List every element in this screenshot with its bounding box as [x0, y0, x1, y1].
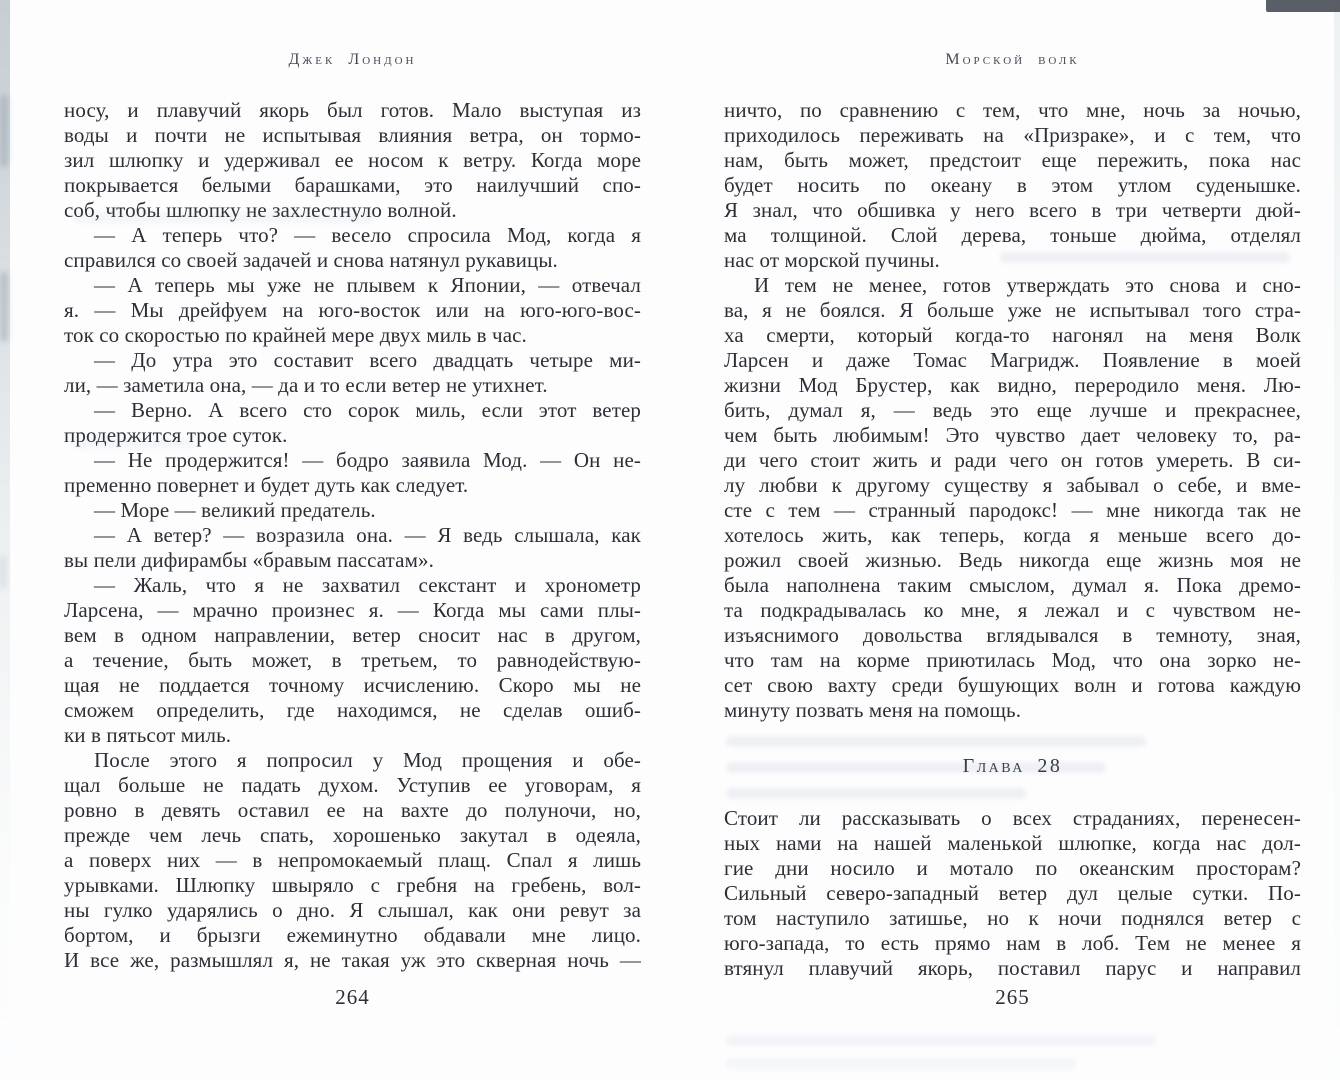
text-line: втянул плавучий якорь, поставил парус и направил [724, 956, 1301, 980]
text-line: пременно повернет и будет дуть как следует. [64, 473, 469, 497]
text-line: продержится трое суток. [64, 423, 288, 447]
text-line: воды и почти не испытывая влияния ветра, он тормо- [64, 123, 641, 147]
text-line: нам, быть может, предстоит еще пережить, пока нас [724, 148, 1301, 172]
bleed-through-mark [74, 438, 194, 449]
text-line: та подкрадывалась ко мне, я лежал и с чувством не- [724, 598, 1301, 622]
text-line: прежде чем лечь спать, хорошенько закутал в одеяла, [64, 823, 641, 847]
text-line: вы пели дифирамбы «бравым пассатам». [64, 548, 434, 572]
text-line: справился со своей задачей и снова натянул рукавицы. [64, 248, 558, 272]
text-line: сте с тем — странный пародокс! — мне никогда так не [724, 498, 1301, 522]
text-line: зил шлюпку и удерживал ее носом к ветру. Когда море [64, 148, 641, 172]
text-line: Стоит ли рассказывать о всех страданиях, перенесен- [724, 806, 1301, 830]
text-line: а поверх них — в непромокаемый плащ. Спал я лишь [64, 848, 641, 872]
text-line: Ларсена, — мрачно произнес я. — Когда мы сами плы- [64, 598, 641, 622]
text-line: И все же, размышлял я, не такая уж это скверная ночь — [64, 948, 641, 972]
text-line: что там на корме приютилась Мод, что она зорко не- [724, 648, 1301, 672]
text-line: ны гулко ударялись о дно. Я слышал, как они ревут за [64, 898, 641, 922]
bleed-through-mark [726, 1058, 1076, 1069]
text-line: ных нами на нашей маленькой шлюпке, когда нас дол- [724, 831, 1301, 855]
text-line: изъяснимого довольства вглядывался в темноту, зная, [724, 623, 1301, 647]
bleed-through-mark [726, 736, 1146, 747]
text-line: вем в одном направлении, ветер сносит нас в другом, [64, 623, 641, 647]
right-page [700, 0, 1334, 1080]
text-line: сет свою вахту среди бушующих волн и готова каждую [724, 673, 1301, 697]
text-line: ха смерти, который когда-то нагонял на меня Волк [724, 323, 1301, 347]
bleed-through-mark [726, 788, 1026, 799]
text-line: Сильный северо-западный ветер дул целые сутки. По- [724, 881, 1301, 905]
text-line: минуту позвать меня на помощь. [724, 698, 1022, 722]
running-head-author: Джек Лондон [288, 51, 417, 68]
text-line: гие дни носило и мотало по океанским просторам? [724, 856, 1301, 880]
text-line: ма толщиной. Слой дерева, тоньше дюйма, отделял [724, 223, 1301, 247]
text-line: щал больше не падать духом. Уступив ее уговорам, я [64, 773, 641, 797]
scan-edge-smudge [0, 555, 6, 589]
text-line: — А теперь мы уже не плывем к Японии, — отвечал [94, 273, 641, 297]
text-line: соб, чтобы шлюпку не захлестнуло волной. [64, 198, 457, 222]
text-line: я. — Мы дрейфуем на юго-восток или на юго-юго-вос- [64, 298, 641, 322]
text-line: После этого я попросил у Мод прощения и обе- [94, 748, 641, 772]
left-page-body [64, 98, 641, 973]
text-line: бортом, и брызги ежеминутно обдавали мне лицо. [64, 923, 641, 947]
scan-edge-smudge [0, 95, 8, 167]
text-line: хотелось жить, как теперь, когда я меньше всего до- [724, 523, 1301, 547]
text-line: — Море — великий предатель. [94, 498, 376, 522]
text-line: — Не продержится! — бодро заявила Мод. — Он не- [94, 448, 641, 472]
text-line: И тем не менее, готов утверждать это снова и сно- [754, 273, 1301, 297]
bleed-through-mark [726, 1035, 1156, 1046]
text-line: — А теперь что? — весело спросила Мод, когда я [94, 223, 641, 247]
text-line: ничто, по сравнению с тем, что мне, ночь за ночью, [724, 98, 1301, 122]
text-line: щая не поддается точному исчислению. Скоро мы не [64, 673, 641, 697]
text-line: — А ветер? — возразила она. — Я ведь слышала, как [94, 523, 641, 547]
text-line: Я знал, что обшивка у него всего в три четверти дюй- [724, 198, 1301, 222]
bleed-through-mark [74, 212, 374, 223]
text-line: чем быть любимым! Это чувство дает человеку то, ра- [724, 423, 1301, 447]
text-line: рожил своей жизнью. Ведь никогда еще жизнь моя не [724, 548, 1301, 572]
bleed-through-mark [726, 762, 1106, 773]
text-line: приходилось переживать на «Призраке», и с тем, что [724, 123, 1301, 147]
text-line: Ларсен и даже Томас Магридж. Появление в моей [724, 348, 1301, 372]
text-line: а течение, быть может, в третьем, то равнодействую- [64, 648, 641, 672]
text-line: ди чего стоит жить и ради чего он готов умереть. В си- [724, 448, 1301, 472]
text-line: бить, думал я, — ведь это еще лучше и прекраснее, [724, 398, 1301, 422]
text-line: нас от морской пучины. [724, 248, 940, 272]
text-line: сможем определить, где находимся, не сделав ошиб- [64, 698, 641, 722]
text-line: — Верно. А всего сто сорок миль, если этот ветер [94, 398, 641, 422]
running-head-title: Морской волк [945, 51, 1080, 68]
text-line: жизни Мод Брустер, как видно, переродило меня. Лю- [724, 373, 1301, 397]
text-line: будет носить по океану в этом утлом суденышке. [724, 173, 1301, 197]
text-line: — До утра это составит всего двадцать четыре ми- [94, 348, 641, 372]
text-line: ва, я не боялся. Я больше уже не испытывал того стра- [724, 298, 1301, 322]
chapter-heading: Глава 28 [962, 755, 1063, 777]
text-line: — Жаль, что я не захватил секстант и хронометр [94, 573, 641, 597]
left-page [10, 0, 670, 1080]
text-line: ток со скоростью по крайней мере двух миль в час. [64, 323, 527, 347]
text-line: том наступило затишье, но к ночи поднялся ветер с [724, 906, 1301, 930]
text-line: юго-запада, то есть прямо нам в лоб. Тем не менее я [724, 931, 1301, 955]
text-line: покрывается белыми барашками, это наилучший спо- [64, 173, 641, 197]
text-line: ровно в девять оставил ее на вахте до полуночи, но, [64, 798, 641, 822]
text-line: была наполнена таким смыслом, думал я. Пока дремо- [724, 573, 1301, 597]
text-line: ли, — заметила она, — да и то если ветер не утихнет. [64, 373, 548, 397]
right-page-body [724, 98, 1301, 981]
scan-edge-right [1334, 0, 1340, 1080]
text-line: урывками. Шлюпку швыряло с гребня на гребень, вол- [64, 873, 641, 897]
left-page-number: 264 [335, 985, 370, 1009]
right-page-number: 265 [995, 985, 1030, 1009]
bleed-through-mark [1000, 252, 1290, 263]
text-line: лу любви к другому существу я забывал о себе, и вме- [724, 473, 1301, 497]
text-line: ки в пятьсот миль. [64, 723, 232, 747]
text-line: носу, и плавучий якорь был готов. Мало выступая из [64, 98, 641, 122]
scan-edge-smudge [0, 272, 8, 342]
